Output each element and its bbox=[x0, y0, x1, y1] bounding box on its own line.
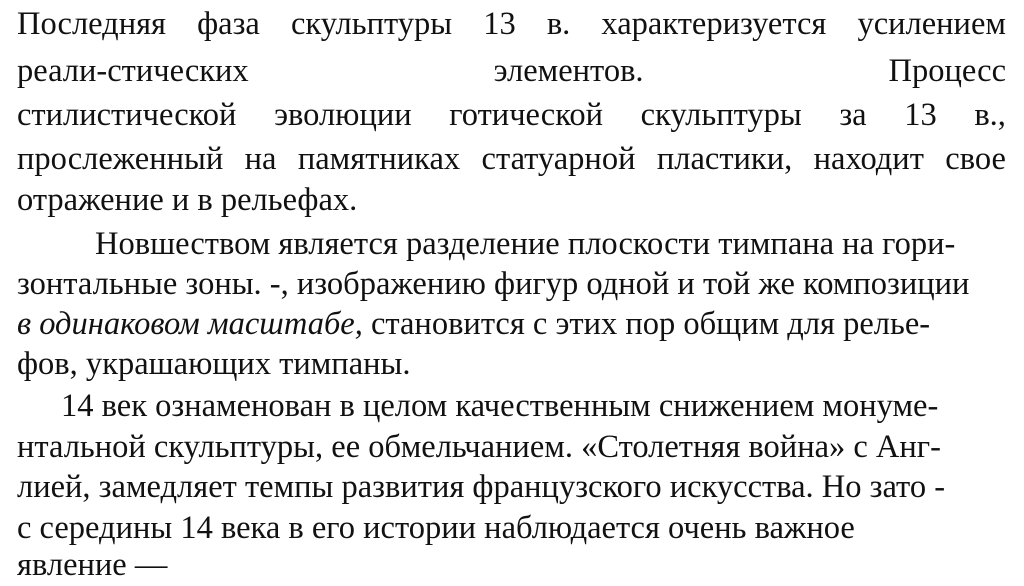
text-line: нтальной скульптуры, ее обмельчанием. «Столетняя война» с Анг- bbox=[17, 429, 941, 465]
text-line bbox=[17, 51, 1006, 92]
word: элементов. bbox=[493, 53, 644, 89]
text-line: лией, замедляет темпы развития французского искусства. Но зато - bbox=[17, 469, 946, 505]
word: реали-стических bbox=[17, 53, 249, 89]
word: 13 bbox=[483, 6, 516, 42]
word: готической bbox=[449, 97, 603, 133]
italic-phrase: в одинаковом масштабе, bbox=[17, 306, 363, 342]
word: 13 bbox=[904, 97, 937, 133]
text-line bbox=[17, 304, 1006, 345]
word: усилением bbox=[857, 6, 1006, 42]
text-line: зонтальные зоны. -, изображению фигур одной и той же композиции bbox=[17, 266, 970, 302]
word: Последняя bbox=[17, 6, 166, 42]
word: стилистической bbox=[17, 97, 237, 133]
text-line: с середины 14 века в его истории наблюдается очень важное bbox=[17, 510, 855, 546]
word: статуарной bbox=[481, 141, 636, 177]
text-line bbox=[17, 4, 1006, 45]
text-line bbox=[17, 95, 1006, 136]
word: пластики, bbox=[656, 141, 793, 177]
word: в. bbox=[546, 6, 571, 42]
word: находит bbox=[813, 141, 924, 177]
text-line: явление — bbox=[17, 547, 168, 583]
word: Процесс bbox=[888, 53, 1006, 89]
word: на bbox=[244, 141, 277, 177]
text-line: 14 век ознаменован в целом качественным снижением монуме- bbox=[61, 388, 939, 424]
word: эволюции bbox=[274, 97, 412, 133]
word: фаза bbox=[197, 6, 260, 42]
text-line bbox=[17, 139, 1006, 180]
line-rest: становится с этих пор общим для релье- bbox=[362, 306, 931, 342]
word: скульптуры bbox=[640, 97, 802, 133]
word: скульптуры bbox=[290, 6, 453, 42]
text-line: фов, украшающих тимпаны. bbox=[17, 346, 411, 382]
word: в., bbox=[974, 97, 1006, 133]
word: свое bbox=[945, 141, 1006, 177]
word: памятниках bbox=[297, 141, 461, 177]
word: прослеженный bbox=[17, 141, 224, 177]
text-line: Новшеством является разделение плоскости тимпана на гори- bbox=[95, 226, 956, 262]
text-line: отражение и в рельефах. bbox=[17, 182, 358, 218]
word: за bbox=[839, 97, 867, 133]
word: характеризуется bbox=[601, 6, 827, 42]
